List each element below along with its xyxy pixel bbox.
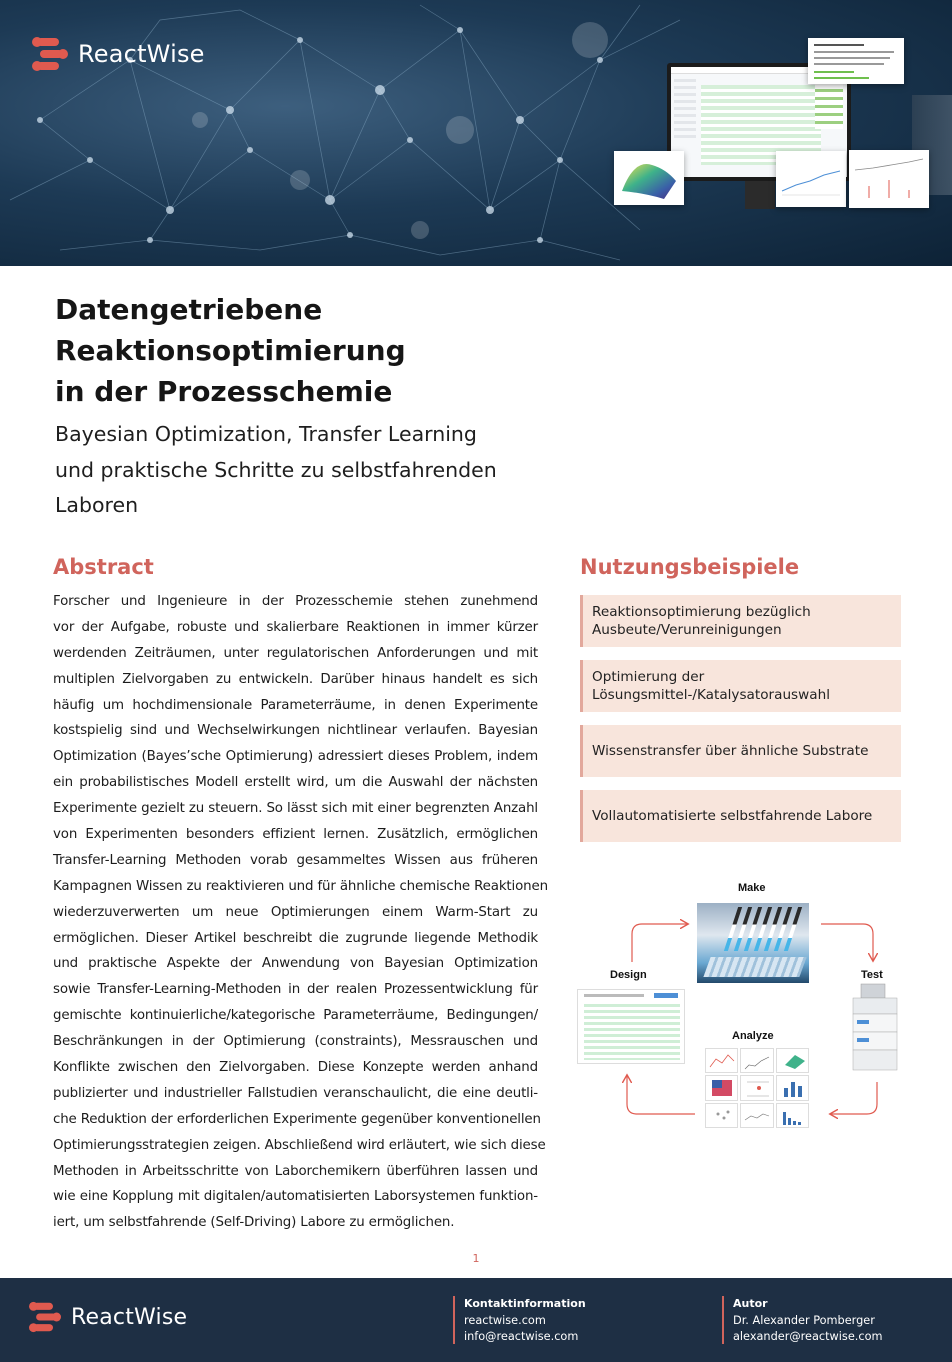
surface-plot-card bbox=[614, 151, 684, 205]
make-photo bbox=[697, 903, 809, 983]
author-email-link[interactable]: alexander@reactwise.com bbox=[733, 1330, 883, 1343]
brand-name: ReactWise bbox=[71, 1304, 188, 1330]
abstract-line: che Reduktion der erforderlichen Experimente gegenüber konventionellen bbox=[53, 1111, 541, 1127]
use-case-item bbox=[580, 595, 901, 647]
abstract-line: wie eine Kopplung mit digitalen/automatisierten Laborsystemen funktion- bbox=[53, 1189, 538, 1205]
author-info bbox=[722, 1296, 883, 1344]
page-number: 1 bbox=[472, 1252, 480, 1265]
contact-heading: Kontaktinformation bbox=[464, 1297, 586, 1310]
contact-website-link[interactable]: reactwise.com bbox=[464, 1313, 546, 1327]
use-case-item bbox=[580, 790, 901, 842]
abstract-line: vor der Aufgabe, robuste und skalierbare Reaktionen in immer kürzer bbox=[53, 619, 538, 635]
abstract-line: iert, um selbstfahrende (Self-Driving) Labore zu ermöglichen. bbox=[53, 1215, 455, 1231]
use-case-line: Lösungsmittel-/Katalysatorauswahl bbox=[592, 687, 830, 703]
abstract-text bbox=[53, 589, 548, 1236]
test-label: Test bbox=[861, 969, 883, 981]
brand-name: ReactWise bbox=[78, 40, 205, 68]
reactwise-logo-icon bbox=[27, 1301, 63, 1333]
abstract-line: von Experimenten besonders effizient lernen. Zusätzlich, ermöglichen bbox=[53, 827, 538, 843]
use-case-line: Wissenstransfer über ähnliche Substrate bbox=[592, 743, 869, 759]
title-line: Reaktionsoptimierung bbox=[55, 334, 406, 367]
abstract-line: kostspielig sind und Wechselwirkungen nichtlinear verlaufen. Bayesian bbox=[53, 723, 538, 739]
abstract-line: multiplen Zielvorgaben zu entwickeln. Darüber hinaus handelt es sich bbox=[53, 671, 538, 687]
use-case-line: Reaktionsoptimierung bezüglich bbox=[592, 604, 811, 620]
use-case-line: Ausbeute/Verunreinigungen bbox=[592, 622, 782, 638]
contact-email-link[interactable]: info@reactwise.com bbox=[464, 1330, 579, 1343]
overlay-card-top bbox=[808, 38, 904, 84]
abstract-line: sowie Transfer-Learning-Methoden in der realen Prozessentwicklung für bbox=[53, 982, 538, 998]
use-case-item bbox=[580, 660, 901, 712]
make-label: Make bbox=[738, 882, 766, 894]
use-case-item bbox=[580, 725, 901, 777]
abstract-line: Kampagnen Wissen zu reaktivieren und für ähnliche chemische Reaktionen bbox=[53, 878, 548, 894]
subtitle-line: und praktische Schritte zu selbstfahrenden bbox=[55, 457, 497, 482]
use-case-line: Optimierung der bbox=[592, 669, 705, 685]
page-subtitle bbox=[55, 417, 497, 524]
abstract-line: gemischte kontinuierliche/kategorische Parameterräume, Bedingungen/ bbox=[53, 1008, 538, 1024]
abstract-heading: Abstract bbox=[53, 555, 154, 579]
abstract-line: Transfer-Learning Methoden vorab gesammeltes Wissen aus früheren bbox=[53, 852, 538, 868]
abstract-line: Beschränkungen in der Optimierung (constraints), Messrauschen und bbox=[53, 1034, 538, 1050]
test-instrument-image bbox=[847, 982, 903, 1072]
abstract-line: Methoden in Arbeitsschritte von Laborchemikern überführen lassen und bbox=[53, 1163, 538, 1179]
title-line: Datengetriebene bbox=[55, 293, 323, 326]
contact-info bbox=[453, 1296, 586, 1344]
abstract-line: Experimente gezielt zu steuern. So lässt sich mit einer begrenzten Anzahl bbox=[53, 801, 538, 817]
abstract-line: und praktische Aspekte der Anwendung von Bayesian Optimization bbox=[53, 956, 538, 972]
hero-banner bbox=[0, 0, 952, 266]
abstract-line: wiederzuverwerten um neue Optimierungen einem Warm-Start zu bbox=[53, 904, 538, 920]
reactwise-logo-icon bbox=[30, 36, 70, 72]
subtitle-line: Laboren bbox=[55, 493, 139, 517]
author-heading: Autor bbox=[733, 1297, 768, 1310]
abstract-line: Optimization (Bayes’sche Optimierung) adressiert dieses Problem, indem bbox=[53, 749, 538, 765]
analyze-plots bbox=[705, 1048, 809, 1128]
author-name: Dr. Alexander Pomberger bbox=[733, 1313, 875, 1327]
abstract-line: publizierter und industrieller Fallstudien veranschaulicht, die eine deutli- bbox=[53, 1085, 538, 1101]
chart-card-2 bbox=[849, 150, 929, 208]
abstract-line: Optimierungsstrategien zeigen. Abschließend wird erläutert, wie sich diese bbox=[53, 1137, 546, 1153]
design-screenshot bbox=[577, 989, 685, 1064]
header-logo[interactable] bbox=[30, 36, 205, 72]
page-title bbox=[55, 289, 406, 412]
footer bbox=[0, 1278, 952, 1362]
abstract-line: Konflikte zwischen den Zielvorgaben. Diese Konzepte werden anhand bbox=[53, 1060, 538, 1076]
abstract-line: ein probabilistisches Modell erstellt wird, um die Auswahl der nächsten bbox=[53, 775, 538, 791]
monitor-stand bbox=[745, 181, 775, 209]
dmta-cycle-diagram bbox=[575, 878, 905, 1138]
title-line: in der Prozesschemie bbox=[55, 375, 393, 408]
analyze-label: Analyze bbox=[732, 1030, 774, 1042]
use-cases-heading: Nutzungsbeispiele bbox=[580, 555, 800, 579]
use-case-line: Vollautomatisierte selbstfahrende Labore bbox=[592, 808, 873, 824]
abstract-line: ermöglichen. Dieser Artikel beschreibt die zugrunde liegende Methodik bbox=[53, 930, 538, 946]
chart-card-1 bbox=[776, 151, 846, 207]
abstract-line: werdenden Zeiträumen, unter regulatorischen Anforderungen und mit bbox=[53, 645, 538, 661]
subtitle-line: Bayesian Optimization, Transfer Learning bbox=[55, 422, 477, 446]
abstract-line: häufig um hochdimensionale Parameterräume, in denen Experimente bbox=[53, 697, 538, 713]
design-label: Design bbox=[610, 969, 647, 981]
footer-logo[interactable] bbox=[27, 1301, 187, 1333]
abstract-line: Forscher und Ingenieure in der Prozesschemie stehen zunehmend bbox=[53, 594, 538, 609]
